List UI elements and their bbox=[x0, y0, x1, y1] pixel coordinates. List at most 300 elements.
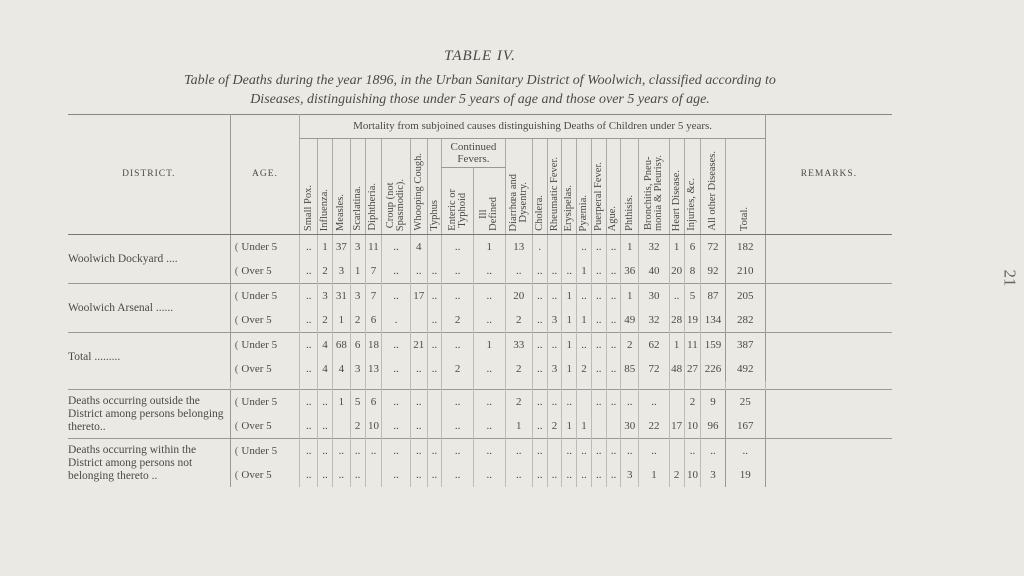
count-cell: .. bbox=[382, 333, 410, 358]
header-cause-label: Influenza. bbox=[319, 188, 330, 231]
age-cell bbox=[230, 390, 300, 415]
header-cause-label: Bronchitis, Pneu- monia & Pleurisy. bbox=[643, 154, 665, 231]
count-cell: .. bbox=[606, 463, 621, 487]
district-cell: Total ......... bbox=[68, 333, 230, 382]
header-cause-16 bbox=[606, 139, 621, 235]
count-cell: .. bbox=[562, 390, 577, 415]
count-cell: .. bbox=[410, 463, 427, 487]
count-cell: .. bbox=[350, 439, 365, 464]
count-cell: .. bbox=[427, 463, 442, 487]
count-cell: .. bbox=[300, 357, 318, 381]
count-cell: .. bbox=[427, 439, 442, 464]
total-cell: 205 bbox=[725, 284, 765, 309]
remarks-cell bbox=[765, 235, 892, 260]
total-cell: 25 bbox=[725, 390, 765, 415]
count-cell: .. bbox=[591, 333, 606, 358]
count-cell: 2 bbox=[669, 463, 684, 487]
district-cell: Woolwich Arsenal ...... bbox=[68, 284, 230, 333]
count-cell: . bbox=[532, 235, 547, 260]
count-cell: 3 bbox=[332, 259, 350, 284]
total-cell: 282 bbox=[725, 308, 765, 333]
brace-mark: ( bbox=[234, 396, 239, 408]
age-label: Over 5 bbox=[241, 420, 272, 432]
count-cell: .. bbox=[621, 390, 639, 415]
count-cell bbox=[547, 439, 562, 464]
count-cell: .. bbox=[365, 439, 382, 464]
count-cell: .. bbox=[427, 284, 442, 309]
count-cell bbox=[332, 414, 350, 439]
count-cell: .. bbox=[577, 284, 592, 309]
count-cell: 2 bbox=[442, 308, 474, 333]
count-cell: 18 bbox=[365, 333, 382, 358]
brace-mark: ( bbox=[234, 265, 239, 277]
header-cause-label: Cholera. bbox=[533, 195, 545, 231]
count-cell: 7 bbox=[365, 284, 382, 309]
count-cell: .. bbox=[442, 259, 474, 284]
brace-mark: ( bbox=[234, 241, 239, 253]
count-cell: 1 bbox=[332, 390, 350, 415]
header-cause-10 bbox=[505, 139, 532, 235]
count-cell: .. bbox=[547, 390, 562, 415]
header-cause-label: Small Pox. bbox=[302, 184, 314, 231]
count-cell: 2 bbox=[350, 414, 365, 439]
count-cell: 85 bbox=[621, 357, 639, 381]
count-cell: 87 bbox=[701, 284, 725, 309]
count-cell: .. bbox=[473, 308, 505, 333]
brace-mark: ( bbox=[234, 445, 239, 457]
count-cell: .. bbox=[473, 284, 505, 309]
count-cell bbox=[410, 308, 427, 333]
age-cell bbox=[230, 284, 300, 309]
count-cell: 17 bbox=[410, 284, 427, 309]
age-label: Over 5 bbox=[241, 363, 272, 375]
count-cell: .. bbox=[473, 357, 505, 381]
count-cell: 2 bbox=[577, 357, 592, 381]
count-cell: 5 bbox=[684, 284, 701, 309]
count-cell: 7 bbox=[365, 259, 382, 284]
count-cell: 13 bbox=[505, 235, 532, 260]
header-cause-label: Injuries, &c. bbox=[686, 178, 698, 231]
count-cell: 11 bbox=[365, 235, 382, 260]
count-cell bbox=[606, 414, 621, 439]
header-cause-label: Heart Disease. bbox=[670, 169, 682, 231]
table-row bbox=[68, 333, 892, 358]
count-cell: 1 bbox=[639, 463, 670, 487]
count-cell: .. bbox=[410, 439, 427, 464]
count-cell: 32 bbox=[639, 308, 670, 333]
count-cell: 8 bbox=[684, 259, 701, 284]
count-cell: .. bbox=[410, 259, 427, 284]
remarks-cell bbox=[765, 308, 892, 333]
header-cause-15 bbox=[591, 139, 606, 235]
count-cell: .. bbox=[382, 463, 410, 487]
header-cause-label: All other Diseases. bbox=[706, 151, 718, 231]
table-row bbox=[68, 284, 892, 309]
count-cell: .. bbox=[547, 284, 562, 309]
count-cell: 6 bbox=[350, 333, 365, 358]
count-cell: 1 bbox=[350, 259, 365, 284]
count-cell: 36 bbox=[621, 259, 639, 284]
header-cause-label: Diphtheria. bbox=[367, 183, 379, 231]
count-cell: 30 bbox=[639, 284, 670, 309]
header-cause-label: Scarlatina. bbox=[351, 186, 363, 231]
header-cause-label: Total. bbox=[739, 206, 751, 231]
count-cell: .. bbox=[332, 439, 350, 464]
count-cell bbox=[591, 414, 606, 439]
count-cell: 2 bbox=[505, 357, 532, 381]
count-cell: 62 bbox=[639, 333, 670, 358]
count-cell: .. bbox=[547, 333, 562, 358]
count-cell: .. bbox=[442, 390, 474, 415]
count-cell: 10 bbox=[684, 463, 701, 487]
age-cell bbox=[230, 333, 300, 358]
count-cell: .. bbox=[318, 414, 333, 439]
count-cell: 1 bbox=[505, 414, 532, 439]
brace-mark: ( bbox=[234, 420, 239, 432]
header-cause-14 bbox=[577, 139, 592, 235]
count-cell: .. bbox=[562, 439, 577, 464]
header-continued-fevers: Continued Fevers. bbox=[442, 139, 505, 168]
total-cell: 19 bbox=[725, 463, 765, 487]
total-cell: 167 bbox=[725, 414, 765, 439]
count-cell: 3 bbox=[701, 463, 725, 487]
count-cell: 3 bbox=[350, 235, 365, 260]
count-cell: 2 bbox=[505, 390, 532, 415]
count-cell: 1 bbox=[473, 333, 505, 358]
brace-mark: ( bbox=[234, 363, 239, 375]
count-cell: 3 bbox=[547, 357, 562, 381]
count-cell: 27 bbox=[684, 357, 701, 381]
count-cell: .. bbox=[577, 333, 592, 358]
header-cause-0 bbox=[300, 139, 318, 235]
count-cell: .. bbox=[547, 259, 562, 284]
count-cell: 5 bbox=[350, 390, 365, 415]
remarks-cell bbox=[765, 439, 892, 464]
header-cause-5 bbox=[382, 139, 410, 235]
count-cell: .. bbox=[505, 439, 532, 464]
count-cell: .. bbox=[606, 390, 621, 415]
spacer-row bbox=[68, 381, 892, 390]
count-cell: .. bbox=[427, 357, 442, 381]
count-cell: .. bbox=[669, 284, 684, 309]
count-cell: .. bbox=[442, 235, 474, 260]
remarks-cell bbox=[765, 259, 892, 284]
header-cause-6 bbox=[410, 139, 427, 235]
header-cause-label: Pyæmia. bbox=[578, 194, 589, 231]
count-cell: .. bbox=[350, 463, 365, 487]
count-cell: 3 bbox=[350, 284, 365, 309]
count-cell: 48 bbox=[669, 357, 684, 381]
count-cell: .. bbox=[318, 463, 333, 487]
count-cell: .. bbox=[606, 357, 621, 381]
remarks-cell bbox=[765, 284, 892, 309]
table-row bbox=[68, 235, 892, 260]
count-cell: 3 bbox=[350, 357, 365, 381]
district-cell: Deaths occurring outside the District among persons belonging thereto.. bbox=[68, 390, 230, 439]
brace-mark: ( bbox=[234, 290, 239, 302]
count-cell: .. bbox=[300, 284, 318, 309]
count-cell: .. bbox=[639, 439, 670, 464]
header-cause-19 bbox=[669, 139, 684, 235]
count-cell: 6 bbox=[365, 308, 382, 333]
age-label: Under 5 bbox=[241, 396, 278, 408]
header-cause-11 bbox=[532, 139, 547, 235]
count-cell: 2 bbox=[621, 333, 639, 358]
count-cell: .. bbox=[473, 463, 505, 487]
count-cell bbox=[562, 235, 577, 260]
count-cell: .. bbox=[639, 390, 670, 415]
count-cell: 1 bbox=[577, 259, 592, 284]
age-cell bbox=[230, 357, 300, 381]
count-cell: .. bbox=[505, 259, 532, 284]
count-cell: .. bbox=[300, 414, 318, 439]
count-cell: .. bbox=[382, 357, 410, 381]
remarks-cell bbox=[765, 390, 892, 415]
count-cell: 1 bbox=[577, 414, 592, 439]
count-cell: 2 bbox=[442, 357, 474, 381]
count-cell: .. bbox=[606, 333, 621, 358]
count-cell: 134 bbox=[701, 308, 725, 333]
count-cell: .. bbox=[442, 414, 474, 439]
header-cause-9 bbox=[473, 168, 505, 235]
count-cell: .. bbox=[684, 439, 701, 464]
count-cell: 2 bbox=[318, 308, 333, 333]
count-cell bbox=[427, 414, 442, 439]
age-label: Over 5 bbox=[241, 265, 272, 277]
count-cell: 32 bbox=[639, 235, 670, 260]
age-cell bbox=[230, 235, 300, 260]
total-cell: 492 bbox=[725, 357, 765, 381]
count-cell: .. bbox=[562, 463, 577, 487]
header-cause-2 bbox=[332, 139, 350, 235]
total-cell: 387 bbox=[725, 333, 765, 358]
count-cell: 1 bbox=[562, 308, 577, 333]
count-cell bbox=[669, 439, 684, 464]
count-cell: 4 bbox=[318, 333, 333, 358]
deaths-table bbox=[68, 114, 892, 487]
count-cell: 21 bbox=[410, 333, 427, 358]
count-cell: .. bbox=[577, 235, 592, 260]
count-cell bbox=[365, 463, 382, 487]
count-cell: .. bbox=[300, 390, 318, 415]
page-number: 21 bbox=[1000, 269, 1020, 287]
count-cell: 6 bbox=[684, 235, 701, 260]
age-label: Under 5 bbox=[241, 339, 278, 351]
header-age: AGE. bbox=[230, 114, 300, 235]
count-cell: .. bbox=[701, 439, 725, 464]
age-cell bbox=[230, 414, 300, 439]
count-cell: .. bbox=[505, 463, 532, 487]
district-cell: Woolwich Dockyard .... bbox=[68, 252, 178, 265]
header-cause-label: Typhus bbox=[428, 200, 440, 231]
count-cell: .. bbox=[606, 235, 621, 260]
count-cell: .. bbox=[382, 439, 410, 464]
header-cause-21 bbox=[701, 139, 725, 235]
age-label: Over 5 bbox=[241, 469, 272, 481]
count-cell: .. bbox=[442, 439, 474, 464]
count-cell: .. bbox=[300, 333, 318, 358]
header-cause-3 bbox=[350, 139, 365, 235]
age-cell bbox=[230, 308, 300, 333]
count-cell: .. bbox=[547, 463, 562, 487]
header-cause-label: Rheumatic Fever. bbox=[548, 156, 560, 231]
count-cell: 6 bbox=[365, 390, 382, 415]
count-cell: 3 bbox=[621, 463, 639, 487]
count-cell: 1 bbox=[332, 308, 350, 333]
table-title: TABLE IV. bbox=[444, 48, 516, 64]
age-label: Under 5 bbox=[241, 290, 278, 302]
subtitle-line-1: Table of Deaths during the year 1896, in the Urban Sanitary District of Woolwich, classified according to bbox=[184, 73, 776, 88]
count-cell: 30 bbox=[621, 414, 639, 439]
header-cause-4 bbox=[365, 139, 382, 235]
count-cell: .. bbox=[332, 463, 350, 487]
count-cell: 3 bbox=[318, 284, 333, 309]
count-cell: 68 bbox=[332, 333, 350, 358]
header-cause-22 bbox=[725, 139, 765, 235]
count-cell: .. bbox=[532, 463, 547, 487]
count-cell: 1 bbox=[621, 235, 639, 260]
header-cause-8 bbox=[442, 168, 474, 235]
header-cause-1 bbox=[318, 139, 333, 235]
remarks-cell bbox=[765, 357, 892, 381]
count-cell: 1 bbox=[621, 284, 639, 309]
age-cell bbox=[230, 439, 300, 464]
count-cell: . bbox=[382, 308, 410, 333]
count-cell: 2 bbox=[350, 308, 365, 333]
count-cell: .. bbox=[606, 259, 621, 284]
count-cell: .. bbox=[382, 284, 410, 309]
count-cell: 1 bbox=[669, 333, 684, 358]
header-cause-label: Croup (not Spasmodic). bbox=[385, 178, 407, 231]
count-cell: .. bbox=[382, 390, 410, 415]
header-cause-label: Erysipelas. bbox=[563, 184, 575, 231]
count-cell: .. bbox=[382, 259, 410, 284]
header-cause-13 bbox=[562, 139, 577, 235]
count-cell: .. bbox=[591, 439, 606, 464]
count-cell: 92 bbox=[701, 259, 725, 284]
brace-mark: ( bbox=[234, 314, 239, 326]
count-cell: .. bbox=[532, 259, 547, 284]
count-cell: 4 bbox=[318, 357, 333, 381]
count-cell: 159 bbox=[701, 333, 725, 358]
age-label: Under 5 bbox=[241, 445, 278, 457]
count-cell: .. bbox=[300, 439, 318, 464]
count-cell: 1 bbox=[562, 284, 577, 309]
count-cell: 3 bbox=[547, 308, 562, 333]
table-row bbox=[68, 390, 892, 415]
count-cell: 37 bbox=[332, 235, 350, 260]
count-cell: .. bbox=[577, 439, 592, 464]
subtitle-line-2: Diseases, distinguishing those under 5 years of age and those over 5 years of age. bbox=[250, 92, 710, 107]
count-cell: 20 bbox=[669, 259, 684, 284]
count-cell: .. bbox=[442, 284, 474, 309]
count-cell: 19 bbox=[684, 308, 701, 333]
count-cell: 1 bbox=[562, 357, 577, 381]
total-cell: .. bbox=[725, 439, 765, 464]
count-cell: .. bbox=[532, 390, 547, 415]
count-cell: 72 bbox=[639, 357, 670, 381]
header-cause-12 bbox=[547, 139, 562, 235]
count-cell: .. bbox=[318, 390, 333, 415]
header-cause-label: Diarrhœa and Dysentry. bbox=[507, 173, 529, 231]
count-cell bbox=[669, 390, 684, 415]
header-cause-label: Ill Defined bbox=[478, 197, 500, 231]
count-cell: 1 bbox=[318, 235, 333, 260]
count-cell: .. bbox=[621, 439, 639, 464]
header-cause-18 bbox=[639, 139, 670, 235]
count-cell: .. bbox=[532, 357, 547, 381]
table-subtitle bbox=[60, 71, 900, 109]
count-cell: 4 bbox=[332, 357, 350, 381]
count-cell: 22 bbox=[639, 414, 670, 439]
count-cell: .. bbox=[427, 308, 442, 333]
count-cell: 1 bbox=[669, 235, 684, 260]
count-cell: 1 bbox=[473, 235, 505, 260]
count-cell: .. bbox=[442, 463, 474, 487]
count-cell: .. bbox=[300, 259, 318, 284]
district-cell: Deaths occurring within the District among persons not belonging thereto .. bbox=[68, 439, 230, 488]
count-cell bbox=[577, 390, 592, 415]
count-cell: .. bbox=[591, 259, 606, 284]
count-cell bbox=[427, 390, 442, 415]
count-cell: .. bbox=[427, 333, 442, 358]
count-cell: 4 bbox=[410, 235, 427, 260]
count-cell: .. bbox=[410, 357, 427, 381]
count-cell: .. bbox=[562, 259, 577, 284]
remarks-cell bbox=[765, 414, 892, 439]
count-cell: .. bbox=[410, 390, 427, 415]
count-cell: 1 bbox=[562, 333, 577, 358]
count-cell: 2 bbox=[318, 259, 333, 284]
count-cell: 33 bbox=[505, 333, 532, 358]
count-cell: .. bbox=[591, 463, 606, 487]
count-cell: .. bbox=[442, 333, 474, 358]
total-cell: 210 bbox=[725, 259, 765, 284]
count-cell: 96 bbox=[701, 414, 725, 439]
count-cell: 72 bbox=[701, 235, 725, 260]
header-cause-label: Ague. bbox=[607, 205, 619, 231]
count-cell: .. bbox=[591, 235, 606, 260]
header-mortality-group: Mortality from subjoined causes distinguishing Deaths of Children under 5 years. bbox=[300, 114, 766, 139]
count-cell: .. bbox=[532, 308, 547, 333]
count-cell: 1 bbox=[562, 414, 577, 439]
count-cell: 20 bbox=[505, 284, 532, 309]
count-cell: 40 bbox=[639, 259, 670, 284]
header-cause-20 bbox=[684, 139, 701, 235]
count-cell: 2 bbox=[684, 390, 701, 415]
count-cell: 10 bbox=[365, 414, 382, 439]
count-cell: .. bbox=[591, 390, 606, 415]
remarks-cell bbox=[765, 333, 892, 358]
count-cell: .. bbox=[473, 390, 505, 415]
count-cell: .. bbox=[532, 414, 547, 439]
count-cell: 31 bbox=[332, 284, 350, 309]
count-cell: .. bbox=[382, 235, 410, 260]
count-cell: .. bbox=[606, 284, 621, 309]
count-cell: 226 bbox=[701, 357, 725, 381]
count-cell: 1 bbox=[577, 308, 592, 333]
count-cell: .. bbox=[473, 439, 505, 464]
count-cell: .. bbox=[591, 308, 606, 333]
count-cell: .. bbox=[532, 333, 547, 358]
total-cell: 182 bbox=[725, 235, 765, 260]
age-cell bbox=[230, 259, 300, 284]
count-cell: .. bbox=[382, 414, 410, 439]
count-cell: .. bbox=[300, 308, 318, 333]
count-cell bbox=[547, 235, 562, 260]
count-cell: .. bbox=[591, 284, 606, 309]
count-cell: .. bbox=[318, 439, 333, 464]
